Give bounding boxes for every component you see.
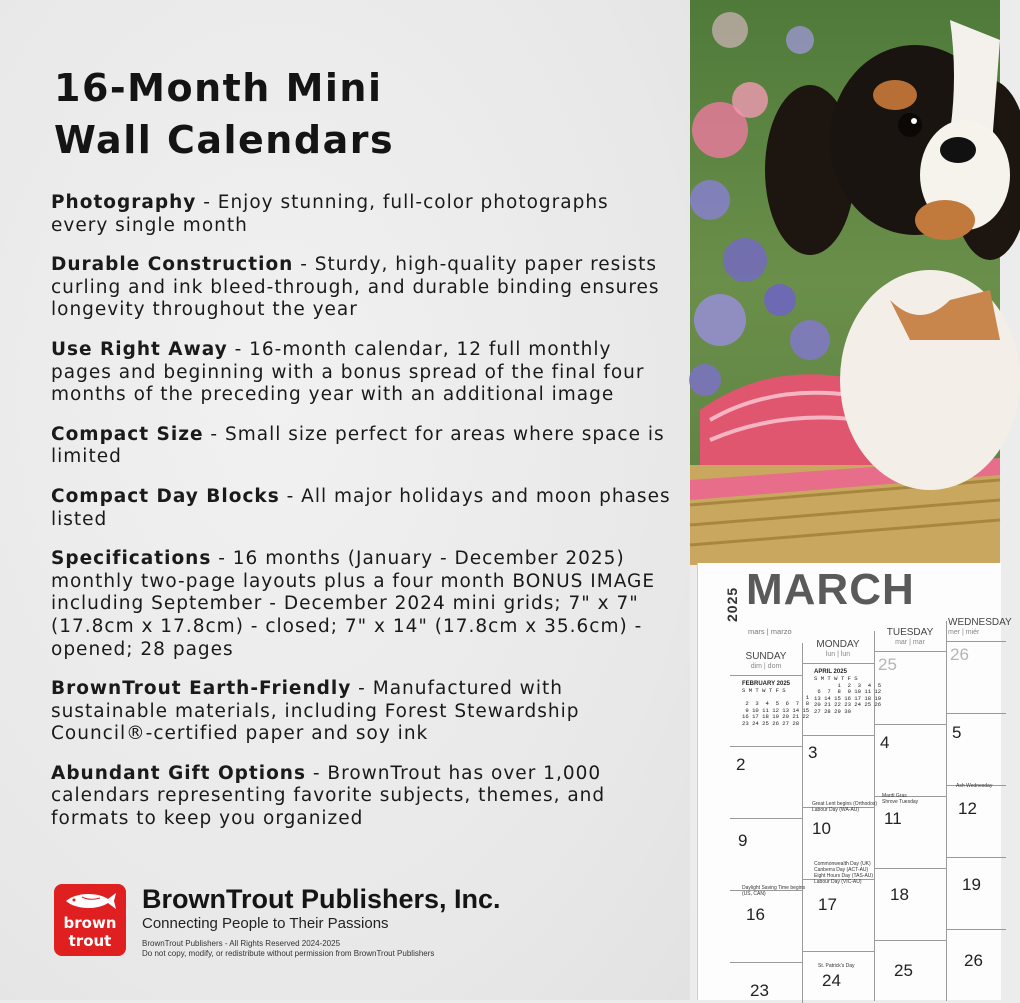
puppy-nose	[940, 137, 976, 163]
weekday-name: MONDAY	[816, 639, 860, 650]
day-number: 2	[736, 755, 746, 774]
feature-text: - Small size perfect for areas where space is limited	[51, 423, 665, 468]
holiday-note: St. Patrick's Day	[818, 963, 855, 969]
holiday-note: Ash Wednesday	[956, 783, 993, 789]
weekday-sub: mar | mar	[895, 639, 925, 646]
feature-text: - Enjoy stunning, full-color photographs every single month	[51, 192, 609, 236]
day-number: 9	[738, 831, 748, 850]
day-number: 4	[880, 733, 890, 752]
grid-line	[730, 818, 802, 819]
grid-line	[874, 940, 946, 941]
title-line-2: Wall Calendars	[54, 118, 395, 162]
feature-item	[51, 486, 671, 531]
copyright-notice	[142, 939, 434, 959]
grid-line	[946, 857, 1006, 858]
mini-calendar-february	[742, 681, 809, 728]
logo-text-brown: brown	[63, 914, 117, 932]
copyright-line: Do not copy, modify, or redistribute without permission from BrownTrout Publishers	[142, 949, 435, 958]
calendar-month-subtitle: mars | marzo	[748, 627, 792, 636]
grid-line	[874, 868, 946, 869]
weekday-sub: lun | lun	[825, 651, 851, 658]
feature-title: Compact Size	[51, 423, 204, 445]
feature-text: - Sturdy, high-quality paper resists curling and ink bleed-through, and durable binding ensures longevity throughout the year	[51, 254, 660, 321]
grid-line	[946, 641, 1006, 642]
weekday-name: SUNDAY	[745, 651, 787, 662]
calendar-month: MARCH	[746, 565, 915, 614]
publisher-name: BrownTrout Publishers, Inc.	[142, 884, 501, 914]
calendar-grid-page	[697, 563, 1012, 1000]
feature-title: Compact Day Blocks	[51, 485, 280, 507]
holiday-note: Daylight Saving Time begins (US, CAN)	[742, 885, 806, 897]
feature-text: - BrownTrout has over 1,000 calendars representing favorite subjects, themes, and formats to keep you organized	[51, 762, 606, 830]
feature-text: - 16 months (January - December 2025) monthly two-page layouts plus a four month BONUS IMAGE including September - December 2024 mini grids; 7" x 7" (17.8cm x 17.8cm) - closed; 7" x 14" (17.8cm x 35.6cm) - opened; 28 pages	[51, 548, 656, 660]
grid-line	[802, 951, 874, 952]
day-number: 17	[818, 895, 837, 914]
feature-title: Abundant Gift Options	[51, 762, 306, 784]
mini-calendar-row: 2 3 4 5 6 7 8	[742, 700, 810, 708]
mini-calendar-row: 13 14 15 16 17 18 19	[814, 694, 882, 702]
mini-calendar-head: S M T W T F S	[814, 675, 858, 682]
day-number: 12	[958, 799, 977, 818]
calendar-year: 2025	[724, 586, 740, 622]
trout-icon	[62, 890, 118, 912]
feature-item	[51, 678, 671, 746]
holiday-note: Mardi Gras Shrove Tuesday	[882, 793, 919, 805]
feature-list	[51, 192, 671, 848]
mini-calendar-title: APRIL 2025	[814, 669, 847, 675]
puppy-eye	[898, 113, 922, 137]
day-number: 10	[812, 819, 831, 838]
feature-item	[51, 339, 671, 407]
feature-text: - All major holidays and moon phases listed	[51, 485, 671, 530]
publisher-block	[54, 884, 654, 964]
weekday-header-sunday	[730, 651, 802, 671]
grid-line	[946, 929, 1006, 930]
feature-title: Specifications	[51, 548, 212, 570]
day-number: 16	[746, 905, 765, 924]
mini-calendar-row: 27 28 29 30	[814, 707, 851, 715]
puppy-body	[840, 270, 1020, 490]
mini-calendar-head: S M T W T F S	[742, 687, 786, 694]
page-title	[54, 62, 394, 166]
grid-line	[802, 735, 874, 736]
weekday-name: WEDNESDAY	[948, 617, 1012, 628]
mini-calendar-title: FEBRUARY 2025	[742, 681, 791, 687]
mini-calendar-row: 16 17 18 19 20 21 22	[742, 713, 810, 721]
grid-line	[874, 724, 946, 725]
copyright-line: BrownTrout Publishers - All Rights Reserved 2024-2025	[142, 939, 341, 948]
mini-calendar-row: 9 10 11 12 13 14 15	[742, 706, 810, 714]
mini-calendar-row: 20 21 22 23 24 25 26	[814, 701, 882, 709]
feature-title: Photography	[51, 192, 197, 213]
mini-calendar-row: 1 2 3 4 5	[814, 681, 882, 689]
day-number: 25	[894, 961, 913, 980]
feature-title: BrownTrout Earth-Friendly	[51, 678, 352, 700]
feature-item	[51, 192, 671, 237]
grid-line	[730, 675, 802, 676]
mini-calendar-row: 6 7 8 9 10 11 12	[814, 688, 882, 696]
feature-text: - 16-month calendar, 12 full monthly pages and beginning with a bonus spread of the final four months of the preceding year with an additional image	[51, 338, 645, 406]
weekday-header-monday	[802, 639, 874, 659]
day-number: 23	[750, 981, 769, 1000]
feature-item	[51, 548, 671, 661]
day-number: 3	[808, 743, 818, 762]
day-number: 24	[822, 971, 841, 990]
title-line-1: 16-Month Mini	[54, 66, 383, 110]
publisher-tagline: Connecting People to Their Passions	[142, 915, 389, 932]
day-number: 26	[964, 951, 983, 970]
feature-title: Durable Construction	[51, 254, 294, 276]
holiday-note: Commonwealth Day (UK) Canberra Day (ACT-AU) Eight Hours Day (TAS-AU) Labour Day (VIC-AU)	[814, 861, 874, 885]
weekday-header-tuesday	[874, 627, 946, 647]
day-number: 11	[884, 809, 902, 828]
weekday-header-wednesday	[948, 617, 1020, 637]
mini-calendar-row: 1	[742, 693, 810, 701]
weekday-sub: dim | dom	[750, 663, 782, 670]
day-number: 18	[890, 885, 909, 904]
weekday-name: TUESDAY	[886, 627, 934, 638]
grid-line	[730, 962, 802, 963]
mini-calendar-row: 23 24 25 26 27 28	[742, 719, 800, 727]
feature-text: - Manufactured with sustainable materials, including Forest Stewardship Council®-certified paper and soy ink	[51, 678, 580, 745]
feature-title: Use Right Away	[51, 338, 228, 360]
feature-item	[51, 254, 671, 322]
mini-calendar-april	[814, 669, 881, 716]
day-number: 5	[952, 723, 962, 742]
day-number: 19	[962, 875, 981, 894]
grid-line	[874, 651, 946, 652]
weekday-sub: mer | miér	[948, 629, 980, 636]
feature-item	[51, 763, 671, 831]
browntrout-logo	[54, 884, 126, 956]
day-number: 26	[950, 645, 969, 664]
logo-text-trout: trout	[68, 932, 112, 950]
day-number: 25	[878, 655, 897, 674]
calendar-photo	[690, 0, 1000, 565]
grid-line	[946, 713, 1006, 714]
grid-line	[730, 746, 802, 747]
grid-line	[946, 621, 947, 1001]
holiday-note: Great Lent begins (Orthodox) Labour Day (WA-AU)	[812, 801, 878, 813]
grid-line	[802, 663, 874, 664]
feature-item	[51, 424, 671, 469]
puppy-photo-image	[690, 0, 1000, 565]
